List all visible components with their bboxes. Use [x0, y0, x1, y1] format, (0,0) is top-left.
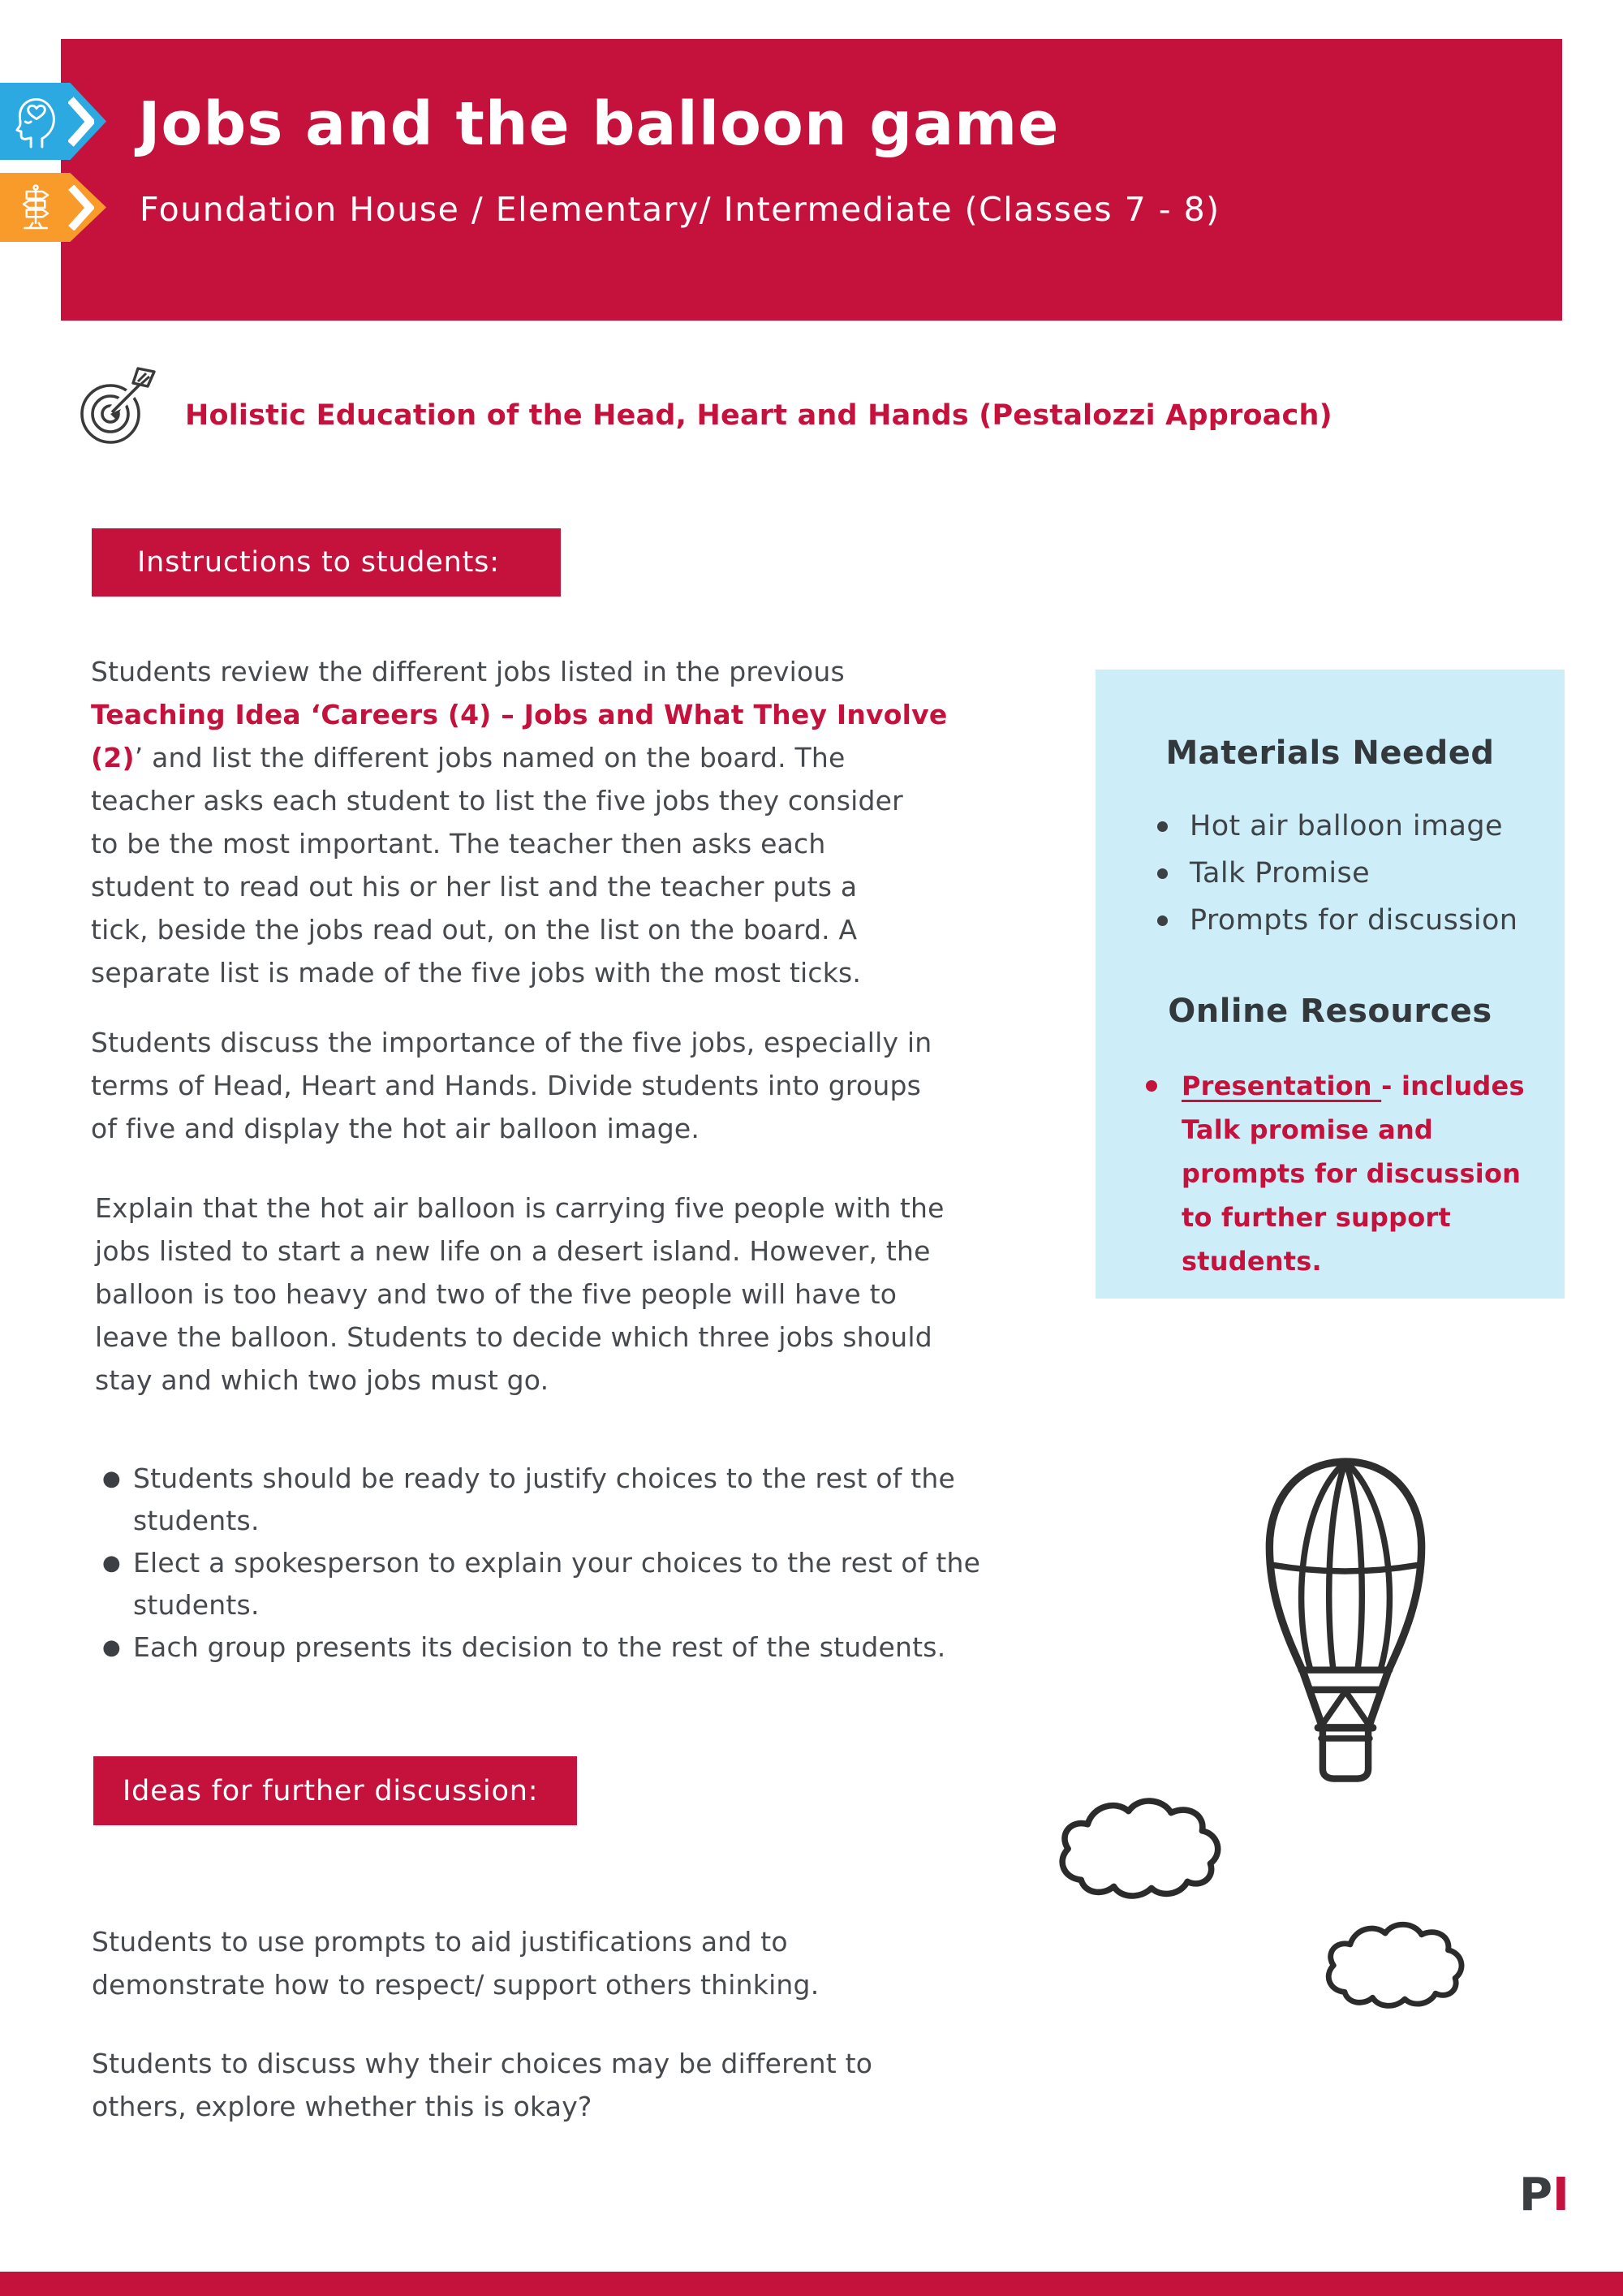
paragraph-line: separate list is made of the five jobs with the most ticks. [91, 957, 862, 989]
cloud-illustration [1052, 1779, 1264, 1915]
prompts-paragraph [92, 1920, 819, 2006]
paragraph-line: Students to discuss why their choices may be different to [92, 2048, 873, 2079]
list-item [102, 1542, 980, 1626]
discussion-paragraph [91, 1021, 932, 1150]
resources-title: Online Resources [1168, 993, 1492, 1030]
resource-line: prompts for discussion [1182, 1158, 1522, 1189]
materials-title: Materials Needed [1165, 734, 1495, 772]
resource-text: - includes [1381, 1070, 1525, 1101]
signpost-icon [11, 182, 60, 234]
paragraph-line: student to read out his or her list and the teacher puts a [91, 871, 858, 902]
material-item: Hot air balloon image [1096, 803, 1565, 850]
bullet-line: Students should be ready to justify choices to the rest of the [133, 1462, 955, 1494]
teaching-idea-reference: (2) [91, 742, 135, 773]
resource-line [1182, 1064, 1565, 1108]
target-arrow-icon [76, 364, 161, 445]
resource-line: students. [1182, 1246, 1322, 1277]
paragraph-line: Students discuss the importance of the five jobs, especially in [91, 1027, 932, 1058]
paragraph-line: terms of Head, Heart and Hands. Divide students into groups [91, 1070, 921, 1101]
bullet-dot: ● [102, 1635, 121, 1660]
bullet-line: Elect a spokesperson to explain your choices to the rest of the [133, 1547, 981, 1579]
page-subtitle: Foundation House / Elementary/ Intermediate (Classes 7 - 8) [140, 190, 1220, 229]
logo-letter-i: I [1552, 2169, 1569, 2221]
teaching-idea-reference: Teaching Idea ‘Careers (4) – Jobs and What They Involve [91, 699, 948, 730]
hot-air-balloon-illustration [1254, 1451, 1437, 1786]
paragraph-line: balloon is too heavy and two of the five people will have to [95, 1278, 898, 1310]
paragraph-line: to be the most important. The teacher then asks each [91, 828, 826, 859]
choices-paragraph [92, 2042, 872, 2128]
paragraph-line: Students review the different jobs listed in the previous [91, 656, 845, 687]
instructions-section-label [92, 528, 561, 597]
approach-heading: Holistic Education of the Head, Heart and Hands (Pestalozzi Approach) [185, 399, 1332, 432]
header-banner [61, 39, 1562, 321]
task-bullet-list [102, 1458, 980, 1669]
paragraph-line: jobs listed to start a new life on a desert island. However, the [95, 1235, 931, 1267]
head-heart-icon [11, 93, 62, 150]
resource-line: to further support [1182, 1202, 1451, 1233]
material-item: Talk Promise [1096, 850, 1565, 897]
paragraph-line: others, explore whether this is okay? [92, 2091, 592, 2122]
paragraph-line: demonstrate how to respect/ support others thinking. [92, 1969, 820, 2001]
explain-paragraph [95, 1187, 945, 1402]
ideas-label-text: Ideas for further discussion: [123, 1774, 539, 1807]
list-item [102, 1626, 980, 1669]
paragraph-line: Students to use prompts to aid justifications and to [92, 1926, 788, 1958]
footer-bar [0, 2272, 1623, 2296]
paragraph-line [91, 736, 947, 779]
online-resource-item [1096, 1064, 1565, 1283]
intro-paragraph [91, 650, 947, 994]
pi-logo [1519, 2169, 1569, 2221]
list-item [102, 1458, 980, 1542]
bullet-line: Each group presents its decision to the rest of the students. [133, 1631, 946, 1663]
paragraph-line: of five and display the hot air balloon image. [91, 1113, 700, 1144]
presentation-link[interactable]: Presentation [1182, 1070, 1382, 1101]
materials-list [1096, 803, 1565, 944]
bullet-line: students. [133, 1589, 260, 1621]
paragraph-line: leave the balloon. Students to decide which three jobs should [95, 1321, 932, 1353]
bullet-line: students. [133, 1505, 260, 1536]
ideas-section-label [93, 1756, 577, 1825]
paragraph-line: tick, beside the jobs read out, on the list on the board. A [91, 914, 858, 946]
page-title: Jobs and the balloon game [138, 89, 1060, 159]
instructions-label-text: Instructions to students: [137, 546, 500, 579]
materials-panel [1096, 670, 1565, 1299]
material-item: Prompts for discussion [1096, 897, 1565, 944]
paragraph-line: Explain that the hot air balloon is carrying five people with the [95, 1192, 945, 1224]
paragraph-line: stay and which two jobs must go. [95, 1364, 549, 1396]
bullet-dot: ● [102, 1467, 121, 1491]
resource-line: Talk promise and [1182, 1114, 1434, 1145]
logo-letter-p: P [1519, 2169, 1553, 2221]
bullet-dot: ● [102, 1551, 121, 1575]
paragraph-text: ’ and list the different jobs named on the board. The [134, 742, 846, 773]
paragraph-line: teacher asks each student to list the five jobs they consider [91, 785, 903, 816]
cloud-illustration [1319, 1899, 1501, 2029]
